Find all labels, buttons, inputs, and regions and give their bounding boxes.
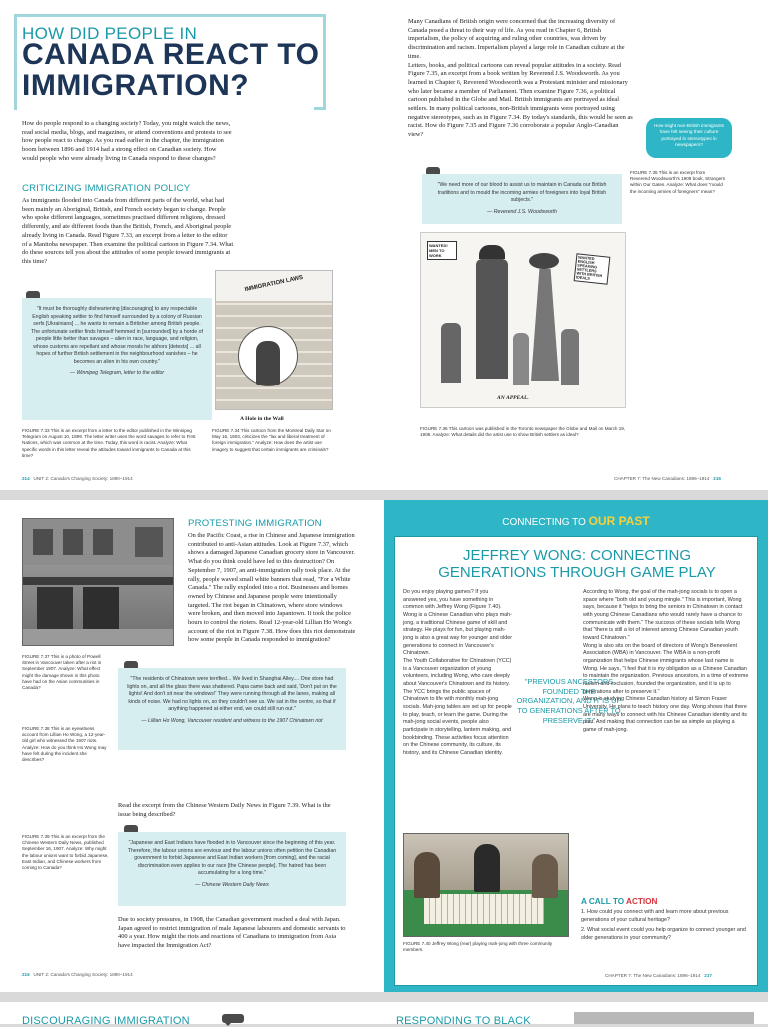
- speech-bubble-icon: [222, 1014, 244, 1023]
- caption-7-38: FIGURE 7.38 This is an eyewitness account from Lillian Ho Wong, a 12-year-old girl who witnessed the 1907 riots. Analyze: How do you think Ho Wong may have felt during the incident she describes?: [22, 726, 107, 762]
- quote-text: "It must be thoroughly disheartening [discouraging] to any respectable English speaking settler to find himself surrounded by a colony of Russian serfs [Ukrainians] ... he wants to remain a Britisher among British people. The unfortunate settler finds himself hemmed in [surrounded] by a horde of people little better than savages – alien in race, language, and religion, whose customs are repellant and whose morals he abhors [detests] ... all hopes of further British settlement in the neighbourhood vanishes – he becomes an alien in his own country.": [31, 306, 203, 365]
- cartoon-hole-in-wall: [215, 270, 333, 410]
- caption-7-40: FIGURE 7.40 Jeffrey Wong (rear) playing mah-jong with three community members.: [403, 941, 553, 953]
- body-215: Many Canadians of British origin were concerned that the increasing diversity of Canada posed a threat to their way of life. As you read in Chapter 6, British imperialism, the policy of acquiring and ruling other countries, was driven by discrimination and racism. Imperialism played a large role in Canadian culture at the time. Letters, books, and political cartoons can reveal popular attitudes in a society. Read Figure 7.35, an excerpt from a book written by Reverend J.S. Woodsworth. As you learned in Chapter 6, Reverend Woodsworth was a Protestant minister and missionary who later became a member of Parliament. Then examine Figure 7.36, a political cartoon published in the Globe and Mail. British immigrants are portrayed as ideal settlers. In many political cartoons, non-British immigrants were portrayed using negative stereotypes, such as in Figure 7.34. By today's standards, this would be seen as racist. How do Figure 7.35 and Figure 7.36 corroborate a popular Anglo-Canadian view?: [408, 18, 633, 139]
- quote-text: "Japanese and East Indians have flooded in to Vancouver since the beginning of this year. Therefore, the labour unions are envious and the labour unions often petition the Canadian government to forbid Japanese and East Indian workers [from coming], and the racial discrimination even applies to our race [the Chinese people]. The hatred has been accumulating for a long time.": [127, 840, 337, 877]
- photo-mahjong: [403, 833, 569, 937]
- footer-215: [614, 476, 721, 481]
- quote-source: — Winnipeg Telegram, letter to the editor: [69, 370, 165, 377]
- quote-text: "The residents of Chinatown were terrified... We lived in Shanghai Alley.... One store had lights on, and all the glass there was shattered. Papa came back and said, 'Don't put on the lights! And don't sit near the windows!' They were running through all the lanes, making all kinds of noise. We had no lights on, so they couldn't see us. We sat in the centre, so that if anything happened at either end, we could still run out.": [127, 676, 337, 713]
- spread-pages-214-215: [0, 0, 768, 490]
- spread-partial-next: [0, 1002, 768, 1027]
- banner-emphasis: OUR PAST: [588, 514, 650, 528]
- spread-pages-216-217: [0, 500, 768, 992]
- caption-7-33: FIGURE 7.33 This is an excerpt from a letter to the editor published in the Winnipeg Telegram on August 10, 1899. The letter writer uses the word savages to refer to First Nations, which was common at the time. Today, this word is racist. Analyze: What specific words in this letter reveal the attitudes toward immigrants to Canada at this time?: [22, 428, 196, 458]
- cartoon-caption: A Hole in the Wall: [240, 416, 284, 422]
- action-item-1: 1. How could you connect with and learn more about previous generations of your cultural heritage?: [581, 909, 729, 923]
- closing-paragraph: Due to society pressures, in 1908, the Canadian government reached a deal with Japan. Japan agreed to restrict immigration of male Japanese labourers and domestic servants to 400 a year. How might the riots and reactions of Canadians to immigration from Asia have impacted the Immigration Act?: [118, 916, 346, 950]
- caption-7-39: FIGURE 7.39 This is an excerpt from the Chinese Western Daily News, published September 16, 1907. Analyze: Why might the labour unions want to forbid Japanese, East Indian, and Chinese workers from coming to Canada?: [22, 834, 109, 870]
- protest-body: On the Pacific Coast, a rise in Chinese and Japanese immigration contributed to anti-Asian attitudes. Look at Figure 7.37, which shows a damaged Japanese Canadian grocery store in Vancouver. What do you think could have led to this destruction? On September 7, 1907, an anti-immigration rally took place. At the rally, people waved small white banners that read, "For a White Canada." The rally exploded into a riot. Businesses and homes owned by Chinese and Japanese people were intentionally targeted. The riot began in Chinatown, where store windows were broken, and then moved into Japantown. It took the police hours to control the rioters. Read 12-year-old Lillian Ho Wong's account of the riot in Figure 7.38. How does this riot demonstrate how some people in Canada responded to immigration?: [188, 532, 356, 644]
- quote-source: — Lillian Ho Wong, Vancouver resident and witness to the 1907 Chinatown riot: [141, 717, 323, 724]
- quote-box-7-38: [118, 668, 346, 750]
- action-prefix: A CALL TO: [581, 897, 625, 906]
- footer-216: [22, 972, 133, 977]
- feature-col2: According to Wong, the goal of the mah-jong socials is to open a space where "both old and young mingle." This is important, Wong says, because it "helps to bring the seniors in Chinatown in contact with young Chinese Canadians who would rarely have a chance to communicate with them." The success of these socials tells Wong that "there is still a lot of interest among Chinese Canadian youth toward Chinatown." Wong is also sits on the board of directors of Wong's Benevolent Association (WBA) in Vancouver. The WBA is a non-profit organization that helps Chinese immigrants whose last name is Wong. He says, "I feel that it is my obligation as a Chinese Canadian to maintain the organization. Previous ancestors, in a time of extreme racism and exclusion, founded the organization, and it is up to generations after to preserve it." Wong is studying Chinese Canadian history at Simon Fraser University. He plans to teach history one day. Wong shows that there are many ways to connect with his Chinese Canadian identity and its past. And making that connection can be as simple as playing a game of mah-jong.: [583, 589, 749, 734]
- page-214: [0, 0, 384, 490]
- footer-chapter: CHAPTER 7: The New Canadians: 1896–1914: [605, 973, 701, 978]
- photo-partial: [574, 1012, 754, 1024]
- caption-7-35: FIGURE 7.35 This is an excerpt from Reverend Woodsworth's 1909 book, Strangers within Our Gates. Analyze: What does "mould the incoming armies of foreigners" mean?: [630, 170, 726, 194]
- quote-source: — Chinese Western Daily News: [195, 881, 269, 888]
- page-218: [0, 1002, 384, 1027]
- caption-7-34: FIGURE 7.34 This cartoon from the Montreal Daily Star on May 16, 1903, criticizes the "lax and liberal treatment of foreign immigration." Analyze: How does the artist use imagery to suggest that certain immigrants are criminals?: [212, 428, 331, 452]
- section-heading: PROTESTING IMMIGRATION: [188, 518, 322, 529]
- page-number: 215: [713, 476, 721, 481]
- footer-unit: UNIT 2: Canada's Changing Society: 1890–1914: [33, 476, 133, 481]
- quote-box-7-35: [422, 174, 622, 224]
- footer-214: [22, 476, 133, 481]
- quote-text: "We need more of our blood to assist us to maintain in Canada our British traditions and to mould the incoming armies of foreigners into loyal British subjects.": [437, 182, 607, 204]
- footer-unit: UNIT 2: Canada's Changing Society: 1890–1914: [33, 972, 133, 977]
- section-heading: DISCOURAGING IMMIGRATION: [22, 1015, 190, 1027]
- quote-box-7-33: [22, 298, 212, 420]
- footer-217: [605, 973, 712, 978]
- intro-paragraph: How do people respond to a changing society? Today, you might watch the news, read social media, blogs, and magazines, or attend conventions and protests to see how people react to change. As you read earlier in the chapter, the immigration boom between 1896 and 1914 had a strong effect on Canadian society. How would people who were already living in Canada respond to these changes?: [22, 120, 232, 162]
- section-body: As immigrants flooded into Canada from different parts of the world, what had been mainly an Aboriginal, British, and French society began to change. People who spoke different languages, sometimes practised different religions, dressed differently, and ate different foods than the British, French, and Aboriginal people already living in Canada. Read Figure 7.33, an excerpt from a letter to the editor of a Manitoba newspaper. Then examine the political cartoon in Figure 7.34. What do these sources tell you about the attitudes of some people toward immigrants at this time?: [22, 197, 234, 265]
- page-kicker: HOW DID PEOPLE IN: [22, 24, 198, 43]
- feature-title: JEFFREY WONG: CONNECTING GENERATIONS THROUGH GAME PLAY: [438, 547, 716, 582]
- cartoon-caption: AN APPEAL.: [497, 395, 529, 401]
- caption-7-37: FIGURE 7.37 This is a photo of Powell Street in Vancouver taken after a riot in September 1907. Analyze: What effect might the damage shown in this photo have had on the Asian communities in Canada?: [22, 654, 102, 690]
- question-bubble: [646, 118, 732, 158]
- page-216: [0, 500, 384, 992]
- photo-powell-street: [22, 518, 174, 646]
- feature-panel: [394, 536, 758, 986]
- footer-chapter: CHAPTER 7: The New Canadians: 1896–1914: [614, 476, 710, 481]
- page-title-line2: IMMIGRATION?: [22, 69, 250, 102]
- quote-box-7-39: [118, 832, 346, 906]
- read-prompt: Read the excerpt from the Chinese Western Daily News in Figure 7.39. What is the issue being described?: [118, 802, 331, 818]
- page-number: 214: [22, 476, 30, 481]
- page-number: 217: [704, 973, 712, 978]
- page-217: [384, 500, 768, 992]
- page-number: 216: [22, 972, 30, 977]
- caption-7-36: FIGURE 7.36 This cartoon was published in the Toronto newspaper the Globe and Mail on March 19, 1908. Analyze: What details did the artist use to show British settlers as ideal?: [420, 426, 626, 438]
- page-215: [384, 0, 768, 490]
- feature-col1: Do you enjoy playing games? If you answered yes, you have something in common with Jeffrey Wong (Figure 7.40). Wong is a Chinese Canadian who plays mah-jong, a traditional Chinese game of skill and strategy. He plays for fun, but playing mah-jong is also a great way for younger and older generations to connect in Vancouver's Chinatown. The Youth Collaborative for Chinatown (YCC) is a Vancouver organization of young volunteers, including Wong, who care deeply about Vancouver's Chinatown and its history. The YCC brings the public spaces of Chinatown to life with monthly mah-jong socials. Mah-jong tables are set up for people to play, teach, or learn the game. During the mah-jong social events, people also participate in storytelling, lantern making, and bookbinding. These activities focus attention on the Chinese community, its culture, its history, and its Chinese Canadian identity.: [403, 589, 513, 757]
- quote-source: — Reverend J.S. Woodsworth: [487, 208, 557, 215]
- page-219: [384, 1002, 768, 1027]
- cartoon-sign-left: WANTED! MEN TO WORK: [427, 241, 457, 260]
- banner-prefix: CONNECTING TO: [502, 517, 586, 528]
- question-text: How might non-British immigrants have felt seeing their culture portrayed in stereotypes in newspapers?: [653, 123, 725, 148]
- pullquote: "PREVIOUS ANCESTORS FOUNDED THE ORGANIZATION, AND IT IS UP TO GENERATIONS AFTER TO PRESERVE IT.": [516, 677, 622, 725]
- action-heading: [581, 897, 749, 906]
- call-to-action: [581, 897, 749, 942]
- cartoon-sign: IMMIGRATION LAWS: [244, 274, 304, 294]
- section-heading: RESPONDING TO BLACK: [396, 1015, 531, 1027]
- section-heading: CRITICIZING IMMIGRATION POLICY: [22, 183, 191, 194]
- feature-banner: [384, 508, 768, 534]
- cartoon-sign-right: WANTED ENGLISH SPEAKING SETTLERS WITH BRITISH IDEALS: [574, 253, 611, 284]
- action-emphasis: ACTION: [626, 897, 658, 906]
- cartoon-an-appeal: [420, 232, 626, 408]
- action-item-2: 2. What social event could you help organize to connect younger and older generations in your community?: [581, 927, 746, 941]
- page-title-line1: CANADA REACT TO: [22, 38, 320, 71]
